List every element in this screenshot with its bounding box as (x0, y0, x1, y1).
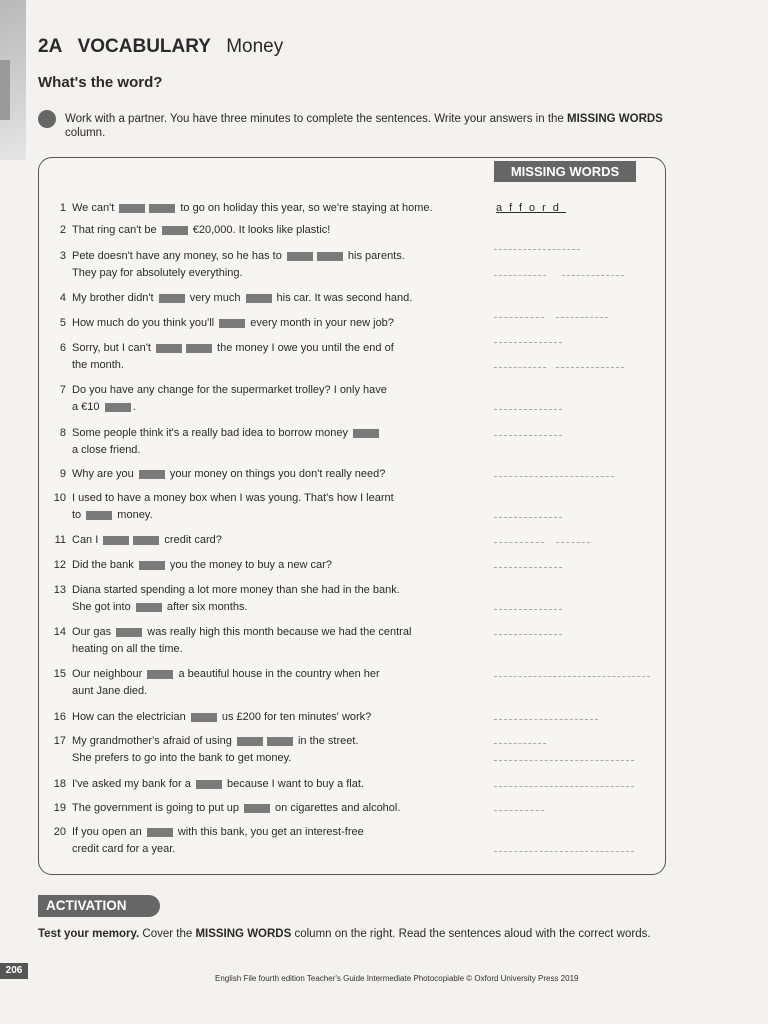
sentence-text: a €10 (72, 401, 103, 413)
sentence-line (72, 841, 452, 858)
sentence-text: Sorry, but I can't (72, 342, 154, 354)
item-number: 3 (59, 250, 66, 262)
blank-box (287, 252, 313, 261)
sentence-text: a close friend. (72, 444, 141, 456)
instructions-text: Work with a partner. You have three minutes to complete the sentences. Write your answers in the (65, 113, 568, 125)
answer-example: afford (496, 202, 566, 214)
item-number: 12 (53, 559, 66, 571)
answer-line[interactable] (494, 567, 562, 569)
sentence-text: I used to have a money box when I was young. That's how I learnt (72, 492, 394, 504)
section-subtitle: What's the word? (38, 74, 163, 91)
answer-line[interactable] (562, 275, 624, 277)
item-number: 4 (59, 292, 66, 304)
sentence-item (44, 200, 644, 217)
sentence-text: the money I owe you until the end of (213, 342, 394, 354)
sentence-text: Some people think it's a really bad idea to borrow money (72, 427, 352, 439)
corner-decoration (0, 0, 26, 160)
sentence-line (72, 599, 452, 616)
sentence-line (72, 222, 452, 239)
blank-box (105, 403, 131, 412)
sentence-text: very much (186, 292, 244, 304)
sentence-text: after six months. (163, 601, 248, 613)
blank-box (162, 226, 188, 235)
answer-line[interactable] (494, 542, 544, 544)
sentence-text: They pay for absolutely everything. (72, 267, 243, 279)
sentence-item (44, 490, 644, 524)
sentence-line (72, 290, 452, 307)
sentence-text: in the street. (294, 735, 359, 747)
footer-credit: English File fourth edition Teacher's Guide Intermediate Photocopiable © Oxford University Press 2019 (215, 974, 579, 983)
sentence-line (72, 750, 452, 767)
sentence-line (72, 382, 452, 399)
sentence-line (72, 776, 452, 793)
sentence-text: . (132, 401, 136, 413)
item-number: 17 (53, 735, 66, 747)
sentence-text: your money on things you don't really need? (166, 468, 386, 480)
answer-line[interactable] (494, 676, 650, 678)
sentence-line (72, 315, 452, 332)
sentence-line (72, 800, 452, 817)
sentence-item (44, 425, 644, 459)
blank-box (133, 536, 159, 545)
answer-line[interactable] (494, 476, 614, 478)
sentence-line (72, 733, 452, 750)
answer-line[interactable] (556, 542, 590, 544)
activation-part1: Cover the (139, 928, 196, 940)
item-number: 9 (59, 468, 66, 480)
page-number: 206 (0, 963, 28, 979)
sentence-text: money. (114, 509, 153, 521)
item-number: 11 (54, 534, 66, 546)
sentence-item (44, 340, 644, 374)
blank-box (116, 628, 142, 637)
sentence-text: Can I (72, 534, 102, 546)
sentence-item (44, 824, 644, 858)
sentence-item (44, 733, 644, 767)
blank-box (103, 536, 129, 545)
blank-box (139, 470, 165, 479)
sentence-text: Why are you (72, 468, 137, 480)
sentence-line (72, 824, 452, 841)
sentence-text: us £200 for ten minutes' work? (218, 711, 372, 723)
blank-box (136, 603, 162, 612)
answer-line[interactable] (494, 275, 546, 277)
sentence-text: How much do you think you'll (72, 317, 218, 329)
unit-title (38, 36, 283, 58)
sentence-text: to go on holiday this year, so we're staying at home. (177, 202, 433, 214)
sentence-text: on cigarettes and alcohol. (272, 802, 401, 814)
answer-line[interactable] (494, 409, 562, 411)
sentence-text: every month in your new job? (247, 317, 394, 329)
sentence-text: a beautiful house in the country when her (175, 668, 380, 680)
sentence-line (72, 666, 452, 683)
sentence-text: his car. It was second hand. (273, 292, 413, 304)
sentence-text: Pete doesn't have any money, so he has to (72, 250, 285, 262)
blank-box (139, 561, 165, 570)
blank-box (317, 252, 343, 261)
blank-box (353, 429, 379, 438)
item-number: 7 (59, 384, 66, 396)
blank-box (219, 319, 245, 328)
sentence-text: The government is going to put up (72, 802, 242, 814)
sentence-item (44, 222, 644, 239)
blank-box (186, 344, 212, 353)
sentence-text: credit card for a year. (72, 843, 176, 855)
activation-text (38, 927, 658, 941)
sentence-text: €20,000. It looks like plastic! (189, 224, 331, 236)
blank-box (267, 737, 293, 746)
blank-box (149, 204, 175, 213)
sentence-line (72, 340, 452, 357)
item-number: 2 (59, 224, 66, 236)
answer-line[interactable] (494, 634, 562, 636)
item-number: 8 (59, 427, 66, 439)
sentence-item (44, 248, 644, 282)
sentence-text: Did the bank (72, 559, 137, 571)
sentence-item (44, 315, 644, 332)
sentence-line (72, 265, 452, 282)
instructions (65, 112, 665, 140)
answer-line[interactable] (494, 810, 544, 812)
activation-lead: Test your memory. (38, 928, 140, 940)
sentence-text: credit card? (161, 534, 222, 546)
answer-line[interactable] (494, 719, 598, 721)
item-number: 1 (59, 202, 66, 214)
blank-box (147, 828, 173, 837)
blank-box (237, 737, 263, 746)
sentence-text: That ring can't be (72, 224, 160, 236)
instructions-text-end: column. (65, 127, 106, 139)
sentence-line (72, 683, 452, 700)
sentence-text: was really high this month because we had the central (144, 626, 412, 638)
answer-line[interactable] (494, 851, 634, 853)
unit-code: 2A (38, 36, 63, 57)
blank-box (147, 670, 173, 679)
sentence-item (44, 382, 644, 416)
sentence-text: She prefers to go into the bank to get money. (72, 752, 292, 764)
item-number: 6 (59, 342, 66, 354)
item-number: 20 (53, 826, 66, 838)
sentence-text: Diana started spending a lot more money than she had in the bank. (72, 584, 400, 596)
blank-box (244, 804, 270, 813)
sentence-item (44, 776, 644, 793)
sentence-line (72, 557, 452, 574)
sentence-line (72, 532, 452, 549)
sentence-text: Our neighbour (72, 668, 146, 680)
sentence-line (72, 357, 452, 374)
answer-line[interactable] (494, 609, 562, 611)
sentence-line (72, 425, 452, 442)
sentence-item (44, 709, 644, 726)
instructions-strong: MISSING WORDS (567, 113, 663, 125)
sentence-item (44, 582, 644, 616)
sentence-text: Do you have any change for the supermarket trolley? I only have (72, 384, 387, 396)
sentence-item (44, 532, 644, 549)
answer-line[interactable] (494, 435, 562, 437)
vocabulary-label: VOCABULARY (77, 36, 211, 57)
sentence-item (44, 666, 644, 700)
sentence-text: I've asked my bank for a (72, 778, 194, 790)
blank-box (159, 294, 185, 303)
sentence-line (72, 624, 452, 641)
sentence-item (44, 466, 644, 483)
sentence-text: to (72, 509, 85, 521)
sentence-text: aunt Jane died. (72, 685, 148, 697)
activation-badge: ACTIVATION (38, 895, 160, 917)
sentence-text: She got into (72, 601, 134, 613)
blank-box (191, 713, 217, 722)
blank-box (196, 780, 222, 789)
sentence-text: because I want to buy a flat. (223, 778, 364, 790)
sentence-line (72, 709, 452, 726)
sentence-text: Our gas (72, 626, 115, 638)
sentence-item (44, 624, 644, 658)
sentence-line (72, 582, 452, 599)
blank-box (246, 294, 272, 303)
item-number: 19 (53, 802, 66, 814)
answer-line[interactable] (494, 743, 546, 745)
answer-line[interactable] (494, 517, 562, 519)
answer-line[interactable] (494, 760, 634, 762)
item-number: 15 (53, 668, 66, 680)
sentence-text: his parents. (344, 250, 405, 262)
sentence-line (72, 490, 452, 507)
sentence-text: the month. (72, 359, 124, 371)
sentence-text: My brother didn't (72, 292, 157, 304)
sentence-line (72, 641, 452, 658)
topic-label: Money (226, 36, 284, 57)
blank-box (86, 511, 112, 520)
sentence-text: How can the electrician (72, 711, 189, 723)
missing-words-header: MISSING WORDS (494, 161, 636, 182)
item-number: 13 (53, 584, 66, 596)
sentence-text: heating on all the time. (72, 643, 183, 655)
sentence-line (72, 507, 452, 524)
sentence-item (44, 800, 644, 817)
sentence-text: you the money to buy a new car? (166, 559, 332, 571)
item-number: 16 (53, 711, 66, 723)
blank-box (119, 204, 145, 213)
blank-box (156, 344, 182, 353)
sentence-line (72, 442, 452, 459)
sentence-text: We can't (72, 202, 118, 214)
item-number: 5 (59, 317, 66, 329)
sentence-line (72, 466, 452, 483)
activation-strong: MISSING WORDS (195, 928, 292, 940)
sentence-line (72, 248, 452, 265)
item-number: 10 (53, 492, 66, 504)
item-number: 14 (53, 626, 66, 638)
sentence-line (72, 200, 452, 217)
sentence-text: If you open an (72, 826, 145, 838)
sentence-text: with this bank, you get an interest-free (174, 826, 364, 838)
activation-part2: column on the right. Read the sentences aloud with the correct words. (291, 928, 651, 940)
sentence-text: My grandmother's afraid of using (72, 735, 235, 747)
answer-line[interactable] (494, 786, 634, 788)
item-number: 18 (53, 778, 66, 790)
answer-line[interactable] (494, 367, 546, 369)
sentence-line (72, 399, 452, 416)
answer-line[interactable] (556, 367, 624, 369)
bullet-icon (38, 110, 56, 128)
sentence-item (44, 557, 644, 574)
sentence-item (44, 290, 644, 307)
